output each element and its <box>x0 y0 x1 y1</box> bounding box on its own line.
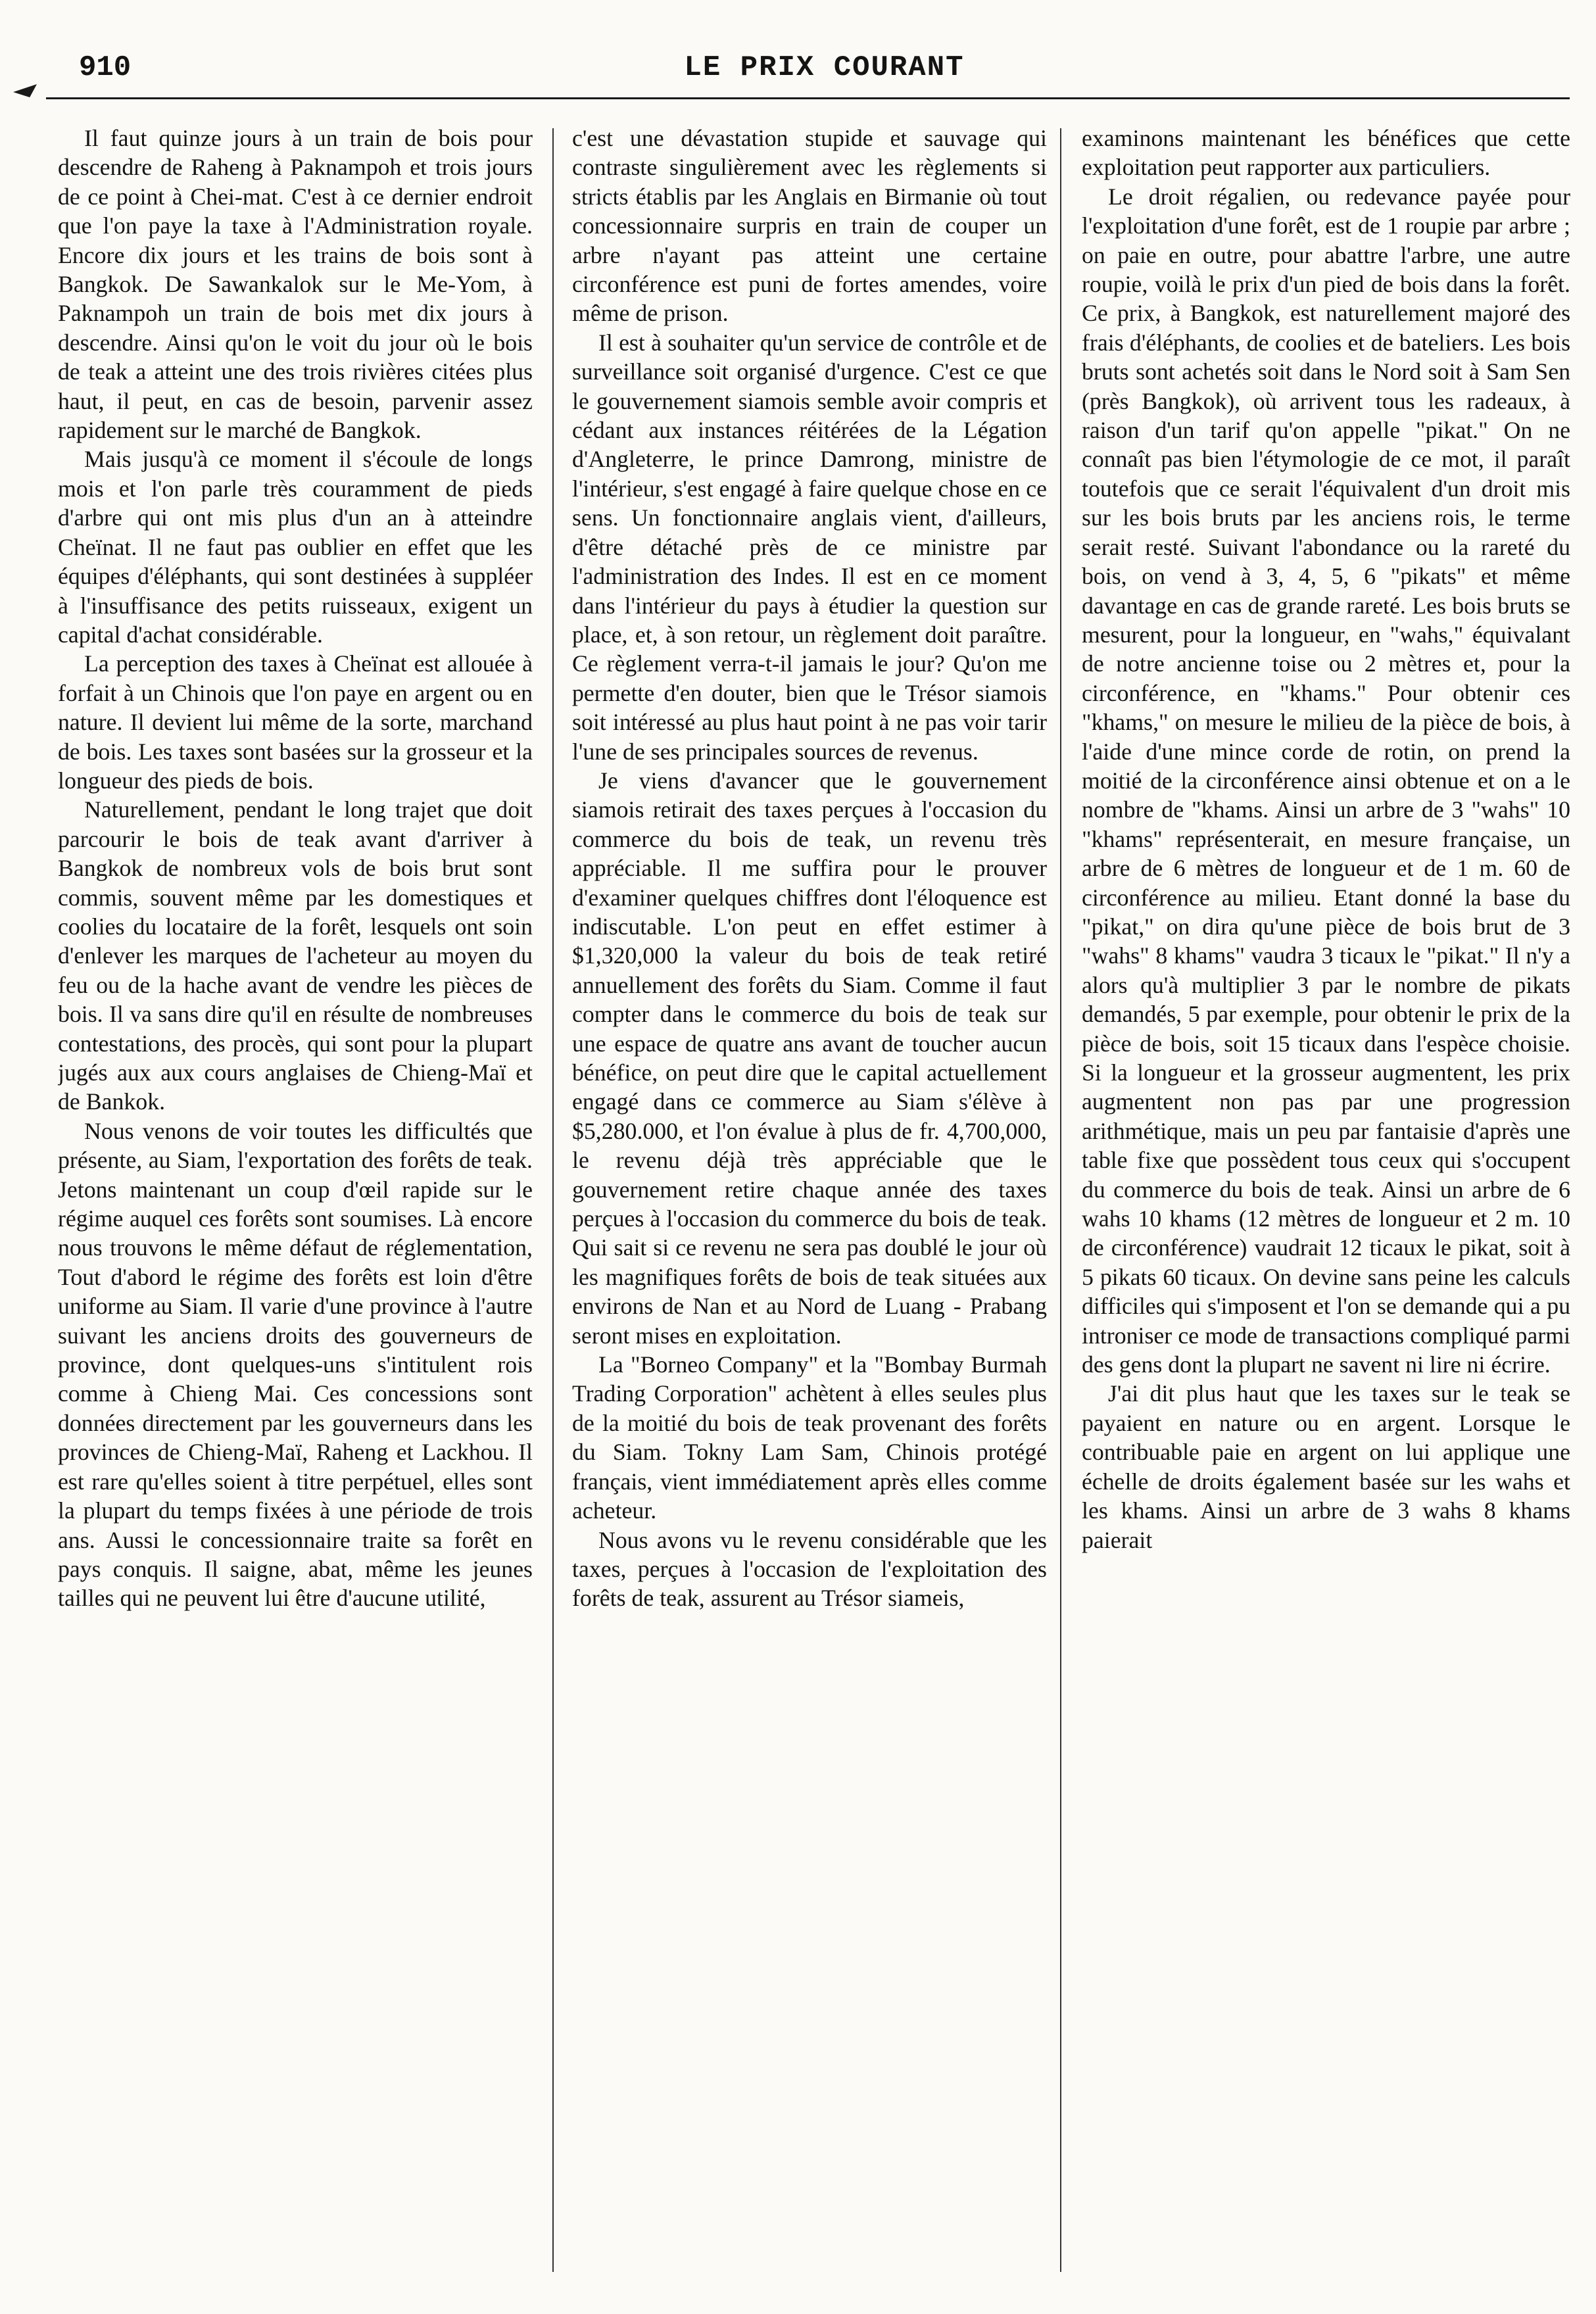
text-column-1 <box>58 124 533 2280</box>
text-column-2 <box>572 124 1047 2280</box>
article-columns <box>58 124 1570 2280</box>
paragraph: Il est à souhaiter qu'un service de contrôle et de surveillance soit organisé d'urgence. C'est ce que le gouvernement siamois semble avoir compris et cédant aux instances réitérées de la Légation d'Angleterre, le prince Damrong, ministre de l'intérieur, s'est engagé à faire quelque chose en ce sens. Un fonctionnaire anglais vient, d'ailleurs, d'être détaché près de ce ministre par l'administration des Indes. Il est en ce moment dans l'intérieur du pays à étudier la question sur place, et, à son retour, un règlement doit paraître. Ce règlement verra-t-il jamais le jour? Qu'on me permette d'en douter, bien que le Trésor siamois soit intéressé au plus haut point à ne pas voir tarir l'une de ses principales sources de revenus. <box>572 329 1047 765</box>
paragraph: Nous avons vu le revenu considérable que les taxes, perçues à l'occasion de l'exploitation des forêts de teak, assurent au Trésor siameis, <box>572 1526 1047 1612</box>
running-title: LE PRIX COURANT <box>684 51 965 84</box>
page-number: 910 <box>79 51 132 84</box>
header-rule <box>46 97 1570 99</box>
paragraph: Je viens d'avancer que le gouvernement siamois retirait des taxes perçues à l'occasion du commerce du bois de teak, un revenu très appréciable. Il me suffira pour le prouver d'examiner quelques chiffres dont l'éloquence est indiscutable. L'on peut en effet estimer à $1,320,000 la valeur du bois de teak retiré annuellement des forêts du Siam. Comme il faut compter dans le commerce du bois de teak sur une espace de quatre ans avant de toucher aucun bénéfice, on peut dire que le capital actuellement engagé dans ce commerce au Siam s'élève à $5,280.000, et l'on évalue à plus de fr. 4,700,000, le revenu déjà très appréciable que le gouvernement retire chaque année des taxes perçues à l'occasion du commerce du bois de teak. Qui sait si ce revenu ne sera pas doublé le jour où les magnifiques forêts de bois de teak situées aux environs de Nan et au Nord de Luang - Prabang seront mises en exploitation. <box>572 767 1047 1349</box>
text-column-3 <box>1082 124 1570 2280</box>
paragraph: J'ai dit plus haut que les taxes sur le teak se payaient en nature ou en argent. Lorsque le contribuable paie en argent on lui applique une échelle de droits également basée sur les wahs et les khams. Ainsi un arbre de 3 wahs 8 khams paierait <box>1082 1380 1570 1553</box>
paragraph: Il faut quinze jours à un train de bois pour descendre de Raheng à Paknampoh et trois jours de ce point à Chei-mat. C'est à ce dernier endroit que l'on paye la taxe à l'Administration royale. Encore dix jours et les trains de bois sont à Bangkok. De Sawankalok sur le Me-Yom, à Paknampoh un train de bois met dix jours à descendre. Ainsi qu'on le voit du jour où le bois de teak a atteint une des trois rivières citées plus haut, il peut, en cas de besoin, parvenir assez rapidement sur le marché de Bangkok. <box>58 125 533 444</box>
paragraph: c'est une dévastation stupide et sauvage qui contraste singulièrement avec les règlements si stricts établis par les Anglais en Birmanie où tout concessionnaire surpris en train de couper un arbre n'ayant pas atteint une certaine circonférence est puni de fortes amendes, voire même de prison. <box>572 125 1047 327</box>
margin-arrow-mark <box>13 84 37 97</box>
paragraph: Naturellement, pendant le long trajet que doit parcourir le bois de teak avant d'arriver à Bangkok de nombreux vols de bois brut sont commis, souvent même par les domestiques et coolies du locataire de la forêt, lesquels ont soin d'enlever les marques de l'acheteur au moyen du feu ou de la hache avant de vendre les pièces de bois. Il va sans dire qu'il en résulte de nombreuses contestations, des procès, qui sont pour la plupart jugés aux aux cours anglaises de Chieng-Maï et de Bankok. <box>58 796 533 1115</box>
page-header <box>79 51 1570 97</box>
paragraph: Mais jusqu'à ce moment il s'écoule de longs mois et l'on parle très couramment de pieds d'arbre qui ont mis plus d'un an à atteindre Cheïnat. Il ne faut pas oublier en effet que les équipes d'éléphants, qui sont destinées à suppléer à l'insuffisance des petits ruisseaux, exigent un capital d'achat considérable. <box>58 446 533 648</box>
paragraph: examinons maintenant les bénéfices que cette exploitation peut rapporter aux particuliers. <box>1082 125 1570 181</box>
paragraph: La "Borneo Company" et la "Bombay Burmah Trading Corporation" achètent à elles seules plus de la moitié du bois de teak provenant des forêts du Siam. Tokny Lam Sam, Chinois protégé français, vient immédiatement après elles comme acheteur. <box>572 1351 1047 1524</box>
paragraph: Le droit régalien, ou redevance payée pour l'exploitation d'une forêt, est de 1 roupie par arbre ; on paie en outre, pour abattre l'arbre, une autre roupie, voilà le prix d'un pied de bois dans la forêt. Ce prix, à Bangkok, est naturellement majoré des frais d'éléphants, de coolies et de bateliers. Les bois bruts sont achetés soit dans le Nord soit à Sam Sen (près Bangkok), où arrivent tous les radeaux, à raison d'un tarif qu'on appelle "pikat." On ne connaît pas bien l'étymologie de ce mot, il paraît toutefois que ce serait l'équivalent d'un droit mis sur les bois bruts par les anciens rois, le terme serait resté. Suivant l'abondance ou la rareté du bois, on vend à 3, 4, 5, 6 "pikats" et même davantage en cas de grande rareté. Les bois bruts se mesurent, pour la longueur, en "wahs," équivalant de notre ancienne toise ou 2 mètres et, pour la circonférence, en "khams." Pour obtenir ces "khams," on mesure le milieu de la pièce de bois, à l'aide d'une mince corde de rotin, on prend la moitié de la circonférence ainsi obtenue et on a le nombre de "khams. Ainsi un arbre de 3 "wahs" 10 "khams" représenterait, en mesure française, un arbre de 6 mètres de longueur et de 1 m. 60 de circonférence au milieu. Etant donné la base du "pikat," on dira qu'une pièce de bois brut de 3 "wahs" 8 khams" vaudra 3 ticaux le "pikat." Il n'y a alors qu'à multiplier 3 par le nombre de pikats demandés, 5 par exemple, pour obtenir le prix de la pièce de bois, soit 15 ticaux dans l'espèce choisie. Si la longueur et la grosseur augmentent, les prix augmentent non pas par une progression arithmétique, mais un peu par fantaisie d'après une table fixe que possèdent tous ceux qui s'occupent du commerce du bois de teak. Ainsi un arbre de 6 wahs 10 khams (12 mètres de longueur et 2 m. 10 de circonférence) vaudrait 12 ticaux le pikat, soit à 5 pikats 60 ticaux. On devine sans peine les calculs difficiles qui s'imposent et l'on se demande qui a pu introniser ce mode de transactions compliqué parmi des gens dont la plupart ne savent ni lire ni écrire. <box>1082 183 1570 1378</box>
paragraph: Nous venons de voir toutes les difficultés que présente, au Siam, l'exportation des forêts de teak. Jetons maintenant un coup d'œil rapide sur le régime auquel ces forêts sont soumises. Là encore nous trouvons le même défaut de réglementation, Tout d'abord le régime des forêts est loin d'être uniforme au Siam. Il varie d'une province à l'autre suivant les anciens droits des gouverneurs de province, dont quelques-uns s'intitulent rois comme à Chieng Mai. Ces concessions sont données directement par les gouverneurs dans les provinces de Chieng-Maï, Raheng et Lackhou. Il est rare qu'elles soient à titre perpétuel, elles sont la plupart du temps fixées à une période de trois ans. Aussi le concessionnaire traite sa forêt en pays conquis. Il saigne, abat, même les jeunes tailles qui ne peuvent lui être d'aucune utilité, <box>58 1117 533 1612</box>
paragraph: La perception des taxes à Cheïnat est allouée à forfait à un Chinois que l'on paye en argent ou en nature. Il devient lui même de la sorte, marchand de bois. Les taxes sont basées sur la grosseur et la longueur des pieds de bois. <box>58 650 533 794</box>
